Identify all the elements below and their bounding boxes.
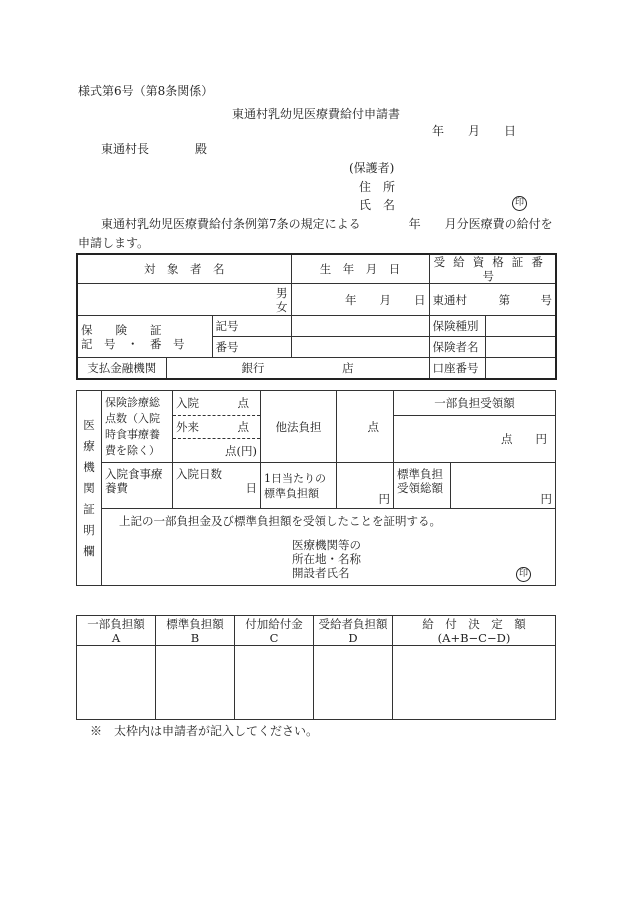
recipient-burden-field[interactable] bbox=[314, 646, 393, 720]
sex-female: 女 bbox=[276, 299, 288, 314]
col-birth-date: 生 年 月 日 bbox=[291, 254, 429, 284]
kigou-field[interactable] bbox=[291, 316, 429, 337]
insurance-card-label: 保 険 証 記 号 ・ 番 号 bbox=[77, 316, 212, 358]
outpatient-cell[interactable]: 外来 点 bbox=[173, 416, 261, 439]
insurer-name-label: 保険者名 bbox=[429, 337, 485, 358]
meal-label: 入院食事療養費 bbox=[102, 463, 173, 509]
additional-benefit-field[interactable] bbox=[235, 646, 314, 720]
medical-cert-table bbox=[76, 390, 556, 586]
std-received-label: 標準負担受領総額 bbox=[394, 463, 451, 509]
bank-label: 銀行 bbox=[241, 360, 265, 375]
other-law-label: 他法負担 bbox=[261, 391, 337, 463]
go-label: 号 bbox=[540, 292, 553, 307]
col-target-name: 対 象 者 名 bbox=[77, 254, 291, 284]
col-standard-burden: 標準負担額 B bbox=[156, 616, 235, 646]
col-additional-benefit: 付加給付金 C bbox=[235, 616, 314, 646]
insurance-type-label: 保険種別 bbox=[429, 316, 485, 337]
standard-burden-field[interactable] bbox=[156, 646, 235, 720]
cert-side-label: 医療機関証明欄 bbox=[77, 391, 102, 586]
benefit-decision-field[interactable] bbox=[393, 646, 556, 720]
decision-table bbox=[76, 615, 556, 720]
partial-received-label: 一部負担受領額 bbox=[394, 391, 556, 416]
certification-area bbox=[102, 509, 556, 586]
seal-icon: 印 bbox=[512, 196, 527, 211]
col-partial-burden: 一部負担額 A bbox=[77, 616, 156, 646]
col-benefit-decision: 給 付 決 定 額 (A+B−C−D) bbox=[393, 616, 556, 646]
col-cert-number: 受給資格証番号 bbox=[429, 254, 556, 284]
col-recipient-burden: 受給者負担額 D bbox=[314, 616, 393, 646]
partial-burden-field[interactable] bbox=[77, 646, 156, 720]
insurance-type-field[interactable] bbox=[485, 316, 556, 337]
account-number-field[interactable] bbox=[485, 358, 556, 379]
dai-label: 第 bbox=[498, 292, 511, 307]
cert-seal-icon: 印 bbox=[516, 567, 531, 582]
footnote: ※ 太枠内は申請者が記入してください。 bbox=[90, 724, 319, 738]
insurer-name-field[interactable] bbox=[485, 337, 556, 358]
sex-male: 男 bbox=[276, 285, 288, 300]
guardian-label: (保護者) bbox=[349, 161, 395, 175]
bank-field[interactable] bbox=[166, 358, 429, 379]
name-label: 氏 名 bbox=[359, 198, 396, 212]
account-number-label: 口座番号 bbox=[429, 358, 485, 379]
inpatient-cell[interactable]: 入院 点 bbox=[173, 391, 261, 416]
institution-line-2: 所在地・名称 bbox=[292, 552, 361, 566]
date-line: 年 月 日 bbox=[432, 124, 517, 138]
addressee-suffix: 殿 bbox=[195, 142, 208, 156]
daily-std-label: 1日当たりの標準負担額 bbox=[261, 463, 337, 509]
payment-institution-label: 支払金融機関 bbox=[77, 358, 166, 379]
birth-date-field[interactable]: 年 月 日 bbox=[291, 284, 429, 316]
statement-line-1: 東通村乳幼児医療費給付条例第7条の規定による 年 月分医療費の給付を bbox=[101, 217, 553, 231]
certify-statement: 上記の一部負担金及び標準負担額を受領したことを証明する。 bbox=[119, 514, 441, 528]
institution-line-1: 医療機関等の bbox=[292, 538, 361, 552]
address-label: 住 所 bbox=[359, 180, 396, 194]
partial-received-field[interactable]: 点 円 bbox=[394, 416, 556, 463]
points-label: 保険診療総点数（入院時食事療養費を除く） bbox=[102, 391, 173, 463]
village-label: 東通村 bbox=[432, 292, 468, 307]
days-cell[interactable]: 入院日数 日 bbox=[173, 463, 261, 509]
form-number: 様式第6号（第8条関係） bbox=[78, 84, 214, 98]
branch-label: 店 bbox=[342, 360, 354, 375]
applicant-table bbox=[76, 253, 557, 380]
std-received-field[interactable]: 円 bbox=[451, 463, 556, 509]
bangou-field[interactable] bbox=[291, 337, 429, 358]
page-title: 東通村乳幼児医療費給付申請書 bbox=[232, 107, 401, 121]
daily-std-field[interactable]: 円 bbox=[337, 463, 394, 509]
cert-number-field[interactable] bbox=[429, 284, 556, 316]
institution-line-3: 開設者氏名 bbox=[292, 566, 350, 580]
other-law-field[interactable]: 点 bbox=[337, 391, 394, 463]
kigou-label: 記号 bbox=[212, 316, 291, 337]
target-name-field[interactable] bbox=[77, 284, 291, 316]
total-points-yen-cell[interactable]: 点(円) bbox=[173, 439, 261, 463]
addressee: 東通村長 bbox=[101, 142, 150, 156]
statement-line-2: 申請します。 bbox=[78, 236, 150, 250]
bangou-label: 番号 bbox=[212, 337, 291, 358]
